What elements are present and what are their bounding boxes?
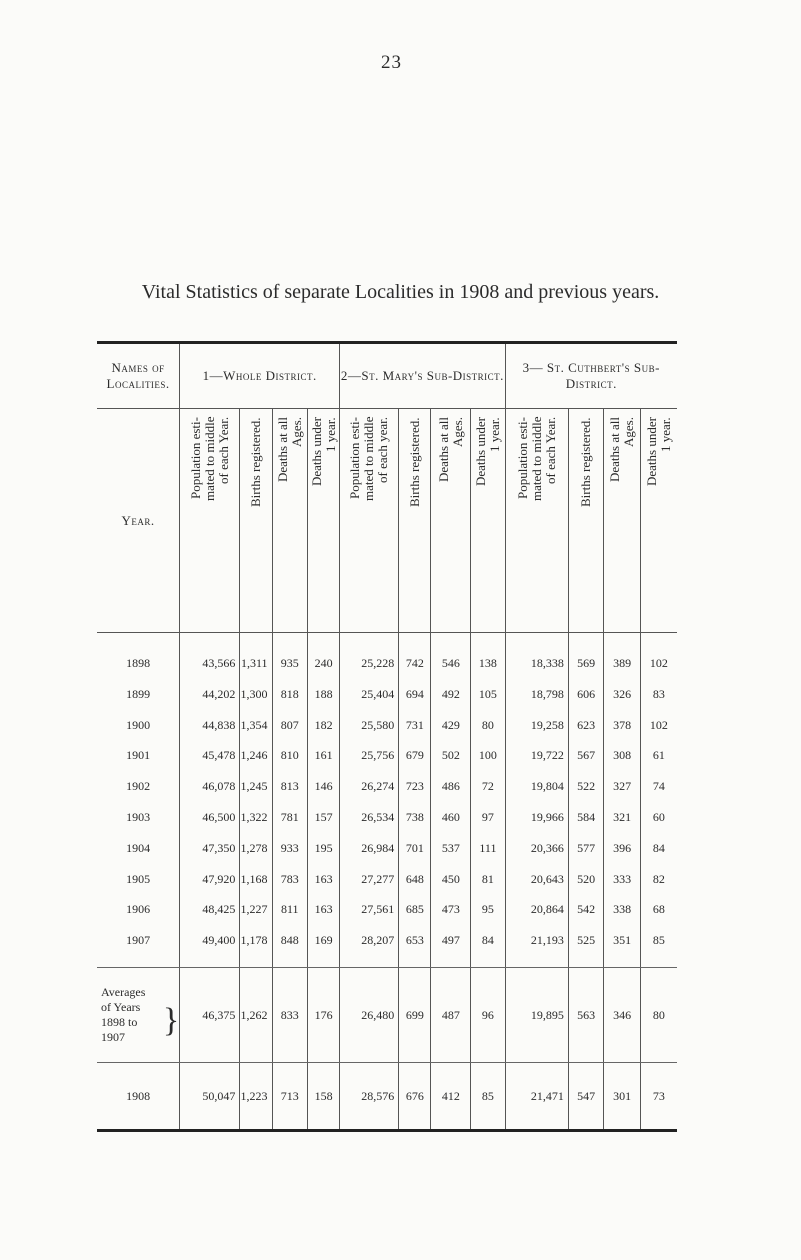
cell: 85: [640, 920, 677, 967]
cell: 161: [307, 735, 339, 766]
cell: 26,480: [340, 967, 399, 1062]
cell: 563: [568, 967, 603, 1062]
cell: 327: [604, 766, 641, 797]
cell: 138: [471, 633, 505, 674]
cell: 19,722: [505, 735, 568, 766]
cell: 1,262: [240, 967, 272, 1062]
cell: 338: [604, 889, 641, 920]
cell: 378: [604, 705, 641, 736]
cell: 326: [604, 674, 641, 705]
cell: 25,756: [340, 735, 399, 766]
cell: 169: [307, 920, 339, 967]
averages-label: 1898 to: [101, 1014, 138, 1029]
cell: 623: [568, 705, 603, 736]
cell: 699: [399, 967, 431, 1062]
cell: 396: [604, 828, 641, 859]
averages-label: of Years: [101, 999, 141, 1014]
cell: 935: [272, 633, 307, 674]
cell: 1,278: [240, 828, 272, 859]
cell: 1,245: [240, 766, 272, 797]
cell: 100: [471, 735, 505, 766]
cell: 46,375: [180, 967, 240, 1062]
cell: 27,561: [340, 889, 399, 920]
population-header: Population esti- mated to middle of each Year.: [514, 417, 558, 502]
cell: 48,425: [180, 889, 240, 920]
cell: 47,920: [180, 859, 240, 890]
cell: 44,202: [180, 674, 240, 705]
cell: 522: [568, 766, 603, 797]
cell: 546: [431, 633, 471, 674]
cell: 96: [471, 967, 505, 1062]
population-header: Population esti- mated to middle of each Year.: [187, 417, 231, 502]
year-cell: 1908: [97, 1062, 180, 1130]
year-header: Year.: [97, 409, 180, 633]
year-row: [97, 797, 677, 828]
cell: 1,354: [240, 705, 272, 736]
cell: 525: [568, 920, 603, 967]
cell: 1,178: [240, 920, 272, 967]
cell: 97: [471, 797, 505, 828]
cell: 72: [471, 766, 505, 797]
cell: 46,500: [180, 797, 240, 828]
cell: 21,193: [505, 920, 568, 967]
cell: 783: [272, 859, 307, 890]
cell: 43,566: [180, 633, 240, 674]
year-cell: 1898: [126, 656, 151, 670]
cell: 44,838: [180, 705, 240, 736]
cell: 176: [307, 967, 339, 1062]
year-row: [97, 889, 677, 920]
cell: 102: [640, 633, 677, 674]
cell: 111: [471, 828, 505, 859]
cell: 26,534: [340, 797, 399, 828]
cell: 1,168: [240, 859, 272, 890]
cell: 50,047: [180, 1062, 240, 1130]
cell: 738: [399, 797, 431, 828]
cell: 833: [272, 967, 307, 1062]
cell: 20,643: [505, 859, 568, 890]
cell: 157: [307, 797, 339, 828]
year-cell: 1905: [126, 871, 151, 886]
cell: 308: [604, 735, 641, 766]
year-row: [97, 920, 677, 967]
cell: 102: [640, 705, 677, 736]
cell: 95: [471, 889, 505, 920]
cell: 810: [272, 735, 307, 766]
cell: 182: [307, 705, 339, 736]
cell: 412: [431, 1062, 471, 1130]
year-cell: 1901: [126, 748, 151, 763]
cell: 450: [431, 859, 471, 890]
cell: 20,864: [505, 889, 568, 920]
year-cell: 1902: [126, 779, 151, 794]
cell: 351: [604, 920, 641, 967]
year-row: [97, 828, 677, 859]
deaths-all-header: Deaths at all Ages.: [274, 417, 304, 482]
cell: 723: [399, 766, 431, 797]
st-marys-header: 2—St. Mary's Sub-District.: [340, 343, 505, 409]
cell: 502: [431, 735, 471, 766]
cell: 19,804: [505, 766, 568, 797]
cell: 460: [431, 797, 471, 828]
deaths-all-header: Deaths at all Ages.: [607, 417, 637, 482]
cell: 81: [471, 859, 505, 890]
cell: 848: [272, 920, 307, 967]
cell: 713: [272, 1062, 307, 1130]
cell: 26,984: [340, 828, 399, 859]
vital-statistics-table: [97, 341, 677, 1132]
year-row: [97, 705, 677, 736]
cell: 567: [568, 735, 603, 766]
cell: 1,223: [240, 1062, 272, 1130]
cell: 653: [399, 920, 431, 967]
cell: 20,366: [505, 828, 568, 859]
cell: 25,580: [340, 705, 399, 736]
cell: 28,576: [340, 1062, 399, 1130]
cell: 346: [604, 967, 641, 1062]
cell: 584: [568, 797, 603, 828]
cell: 158: [307, 1062, 339, 1130]
cell: 19,966: [505, 797, 568, 828]
cell: 813: [272, 766, 307, 797]
averages-row: [97, 967, 677, 1062]
st-cuthberts-header: 3— St. Cuthbert's Sub-District.: [505, 343, 677, 409]
cell: 68: [640, 889, 677, 920]
averages-label: Averages: [101, 984, 146, 999]
deaths-under-1-header: Deaths under 1 year.: [308, 417, 338, 486]
cell: 73: [640, 1062, 677, 1130]
cell: 188: [307, 674, 339, 705]
cell: 811: [272, 889, 307, 920]
population-header: Population esti- mated to middle of each year.: [347, 417, 391, 502]
year-cell: 1899: [126, 686, 151, 701]
cell: 28,207: [340, 920, 399, 967]
cell: 492: [431, 674, 471, 705]
cell: 1,246: [240, 735, 272, 766]
cell: 685: [399, 889, 431, 920]
cell: 18,798: [505, 674, 568, 705]
cell: 1,311: [240, 633, 272, 674]
cell: 520: [568, 859, 603, 890]
cell: 742: [399, 633, 431, 674]
cell: 731: [399, 705, 431, 736]
cell: 61: [640, 735, 677, 766]
cell: 25,404: [340, 674, 399, 705]
year-row: [97, 735, 677, 766]
cell: 49,400: [180, 920, 240, 967]
cell: 648: [399, 859, 431, 890]
brace-icon: }: [162, 1001, 180, 1039]
cell: 497: [431, 920, 471, 967]
cell: 542: [568, 889, 603, 920]
cell: 27,277: [340, 859, 399, 890]
cell: 818: [272, 674, 307, 705]
deaths-under-1-header: Deaths under 1 year.: [643, 417, 673, 486]
cell: 80: [640, 967, 677, 1062]
cell: 487: [431, 967, 471, 1062]
page-number: 23: [381, 52, 402, 73]
year-cell: 1900: [126, 717, 151, 732]
page-title: Vital Statistics of separate Localities in 1908 and previous years.: [141, 281, 660, 303]
year-cell: 1904: [126, 840, 151, 855]
cell: 537: [431, 828, 471, 859]
cell: 195: [307, 828, 339, 859]
cell: 321: [604, 797, 641, 828]
births-header: Births registered.: [247, 417, 263, 507]
cell: 240: [307, 633, 339, 674]
cell: 676: [399, 1062, 431, 1130]
cell: 429: [431, 705, 471, 736]
cell: 74: [640, 766, 677, 797]
averages-label: 1907: [101, 1029, 125, 1044]
births-header: Births registered.: [578, 417, 594, 507]
cell: 21,471: [505, 1062, 568, 1130]
cell: 19,895: [505, 967, 568, 1062]
cell: 547: [568, 1062, 603, 1130]
cell: 781: [272, 797, 307, 828]
deaths-under-1-header: Deaths under 1 year.: [472, 417, 502, 486]
cell: 47,350: [180, 828, 240, 859]
cell: 163: [307, 859, 339, 890]
cell: 163: [307, 889, 339, 920]
deaths-all-header: Deaths at all Ages.: [435, 417, 465, 482]
cell: 701: [399, 828, 431, 859]
year-row: [97, 766, 677, 797]
cell: 333: [604, 859, 641, 890]
cell: 84: [640, 828, 677, 859]
cell: 679: [399, 735, 431, 766]
cell: 569: [568, 633, 603, 674]
cell: 933: [272, 828, 307, 859]
cell: 25,228: [340, 633, 399, 674]
cell: 83: [640, 674, 677, 705]
localities-header: Names of Localities.: [97, 343, 180, 409]
cell: 389: [604, 633, 641, 674]
cell: 18,338: [505, 633, 568, 674]
cell: 577: [568, 828, 603, 859]
cell: 46,078: [180, 766, 240, 797]
cell: 694: [399, 674, 431, 705]
year-row: [97, 859, 677, 890]
cell: 19,258: [505, 705, 568, 736]
cell: 473: [431, 889, 471, 920]
year-cell: 1906: [126, 902, 151, 917]
cell: 45,478: [180, 735, 240, 766]
cell: 606: [568, 674, 603, 705]
cell: 486: [431, 766, 471, 797]
year-row: [97, 633, 677, 674]
cell: 84: [471, 920, 505, 967]
cell: 26,274: [340, 766, 399, 797]
year-cell: 1903: [126, 809, 151, 824]
cell: 1,300: [240, 674, 272, 705]
cell: 82: [640, 859, 677, 890]
cell: 1,227: [240, 889, 272, 920]
cell: 301: [604, 1062, 641, 1130]
births-header: Births registered.: [406, 417, 422, 507]
year-row: [97, 674, 677, 705]
year-cell: 1907: [97, 920, 180, 967]
cell: 146: [307, 766, 339, 797]
year-1908-row: [97, 1062, 677, 1130]
cell: 1,322: [240, 797, 272, 828]
cell: 85: [471, 1062, 505, 1130]
cell: 80: [471, 705, 505, 736]
whole-district-header: 1—Whole District.: [180, 343, 340, 409]
cell: 807: [272, 705, 307, 736]
cell: 105: [471, 674, 505, 705]
cell: 60: [640, 797, 677, 828]
